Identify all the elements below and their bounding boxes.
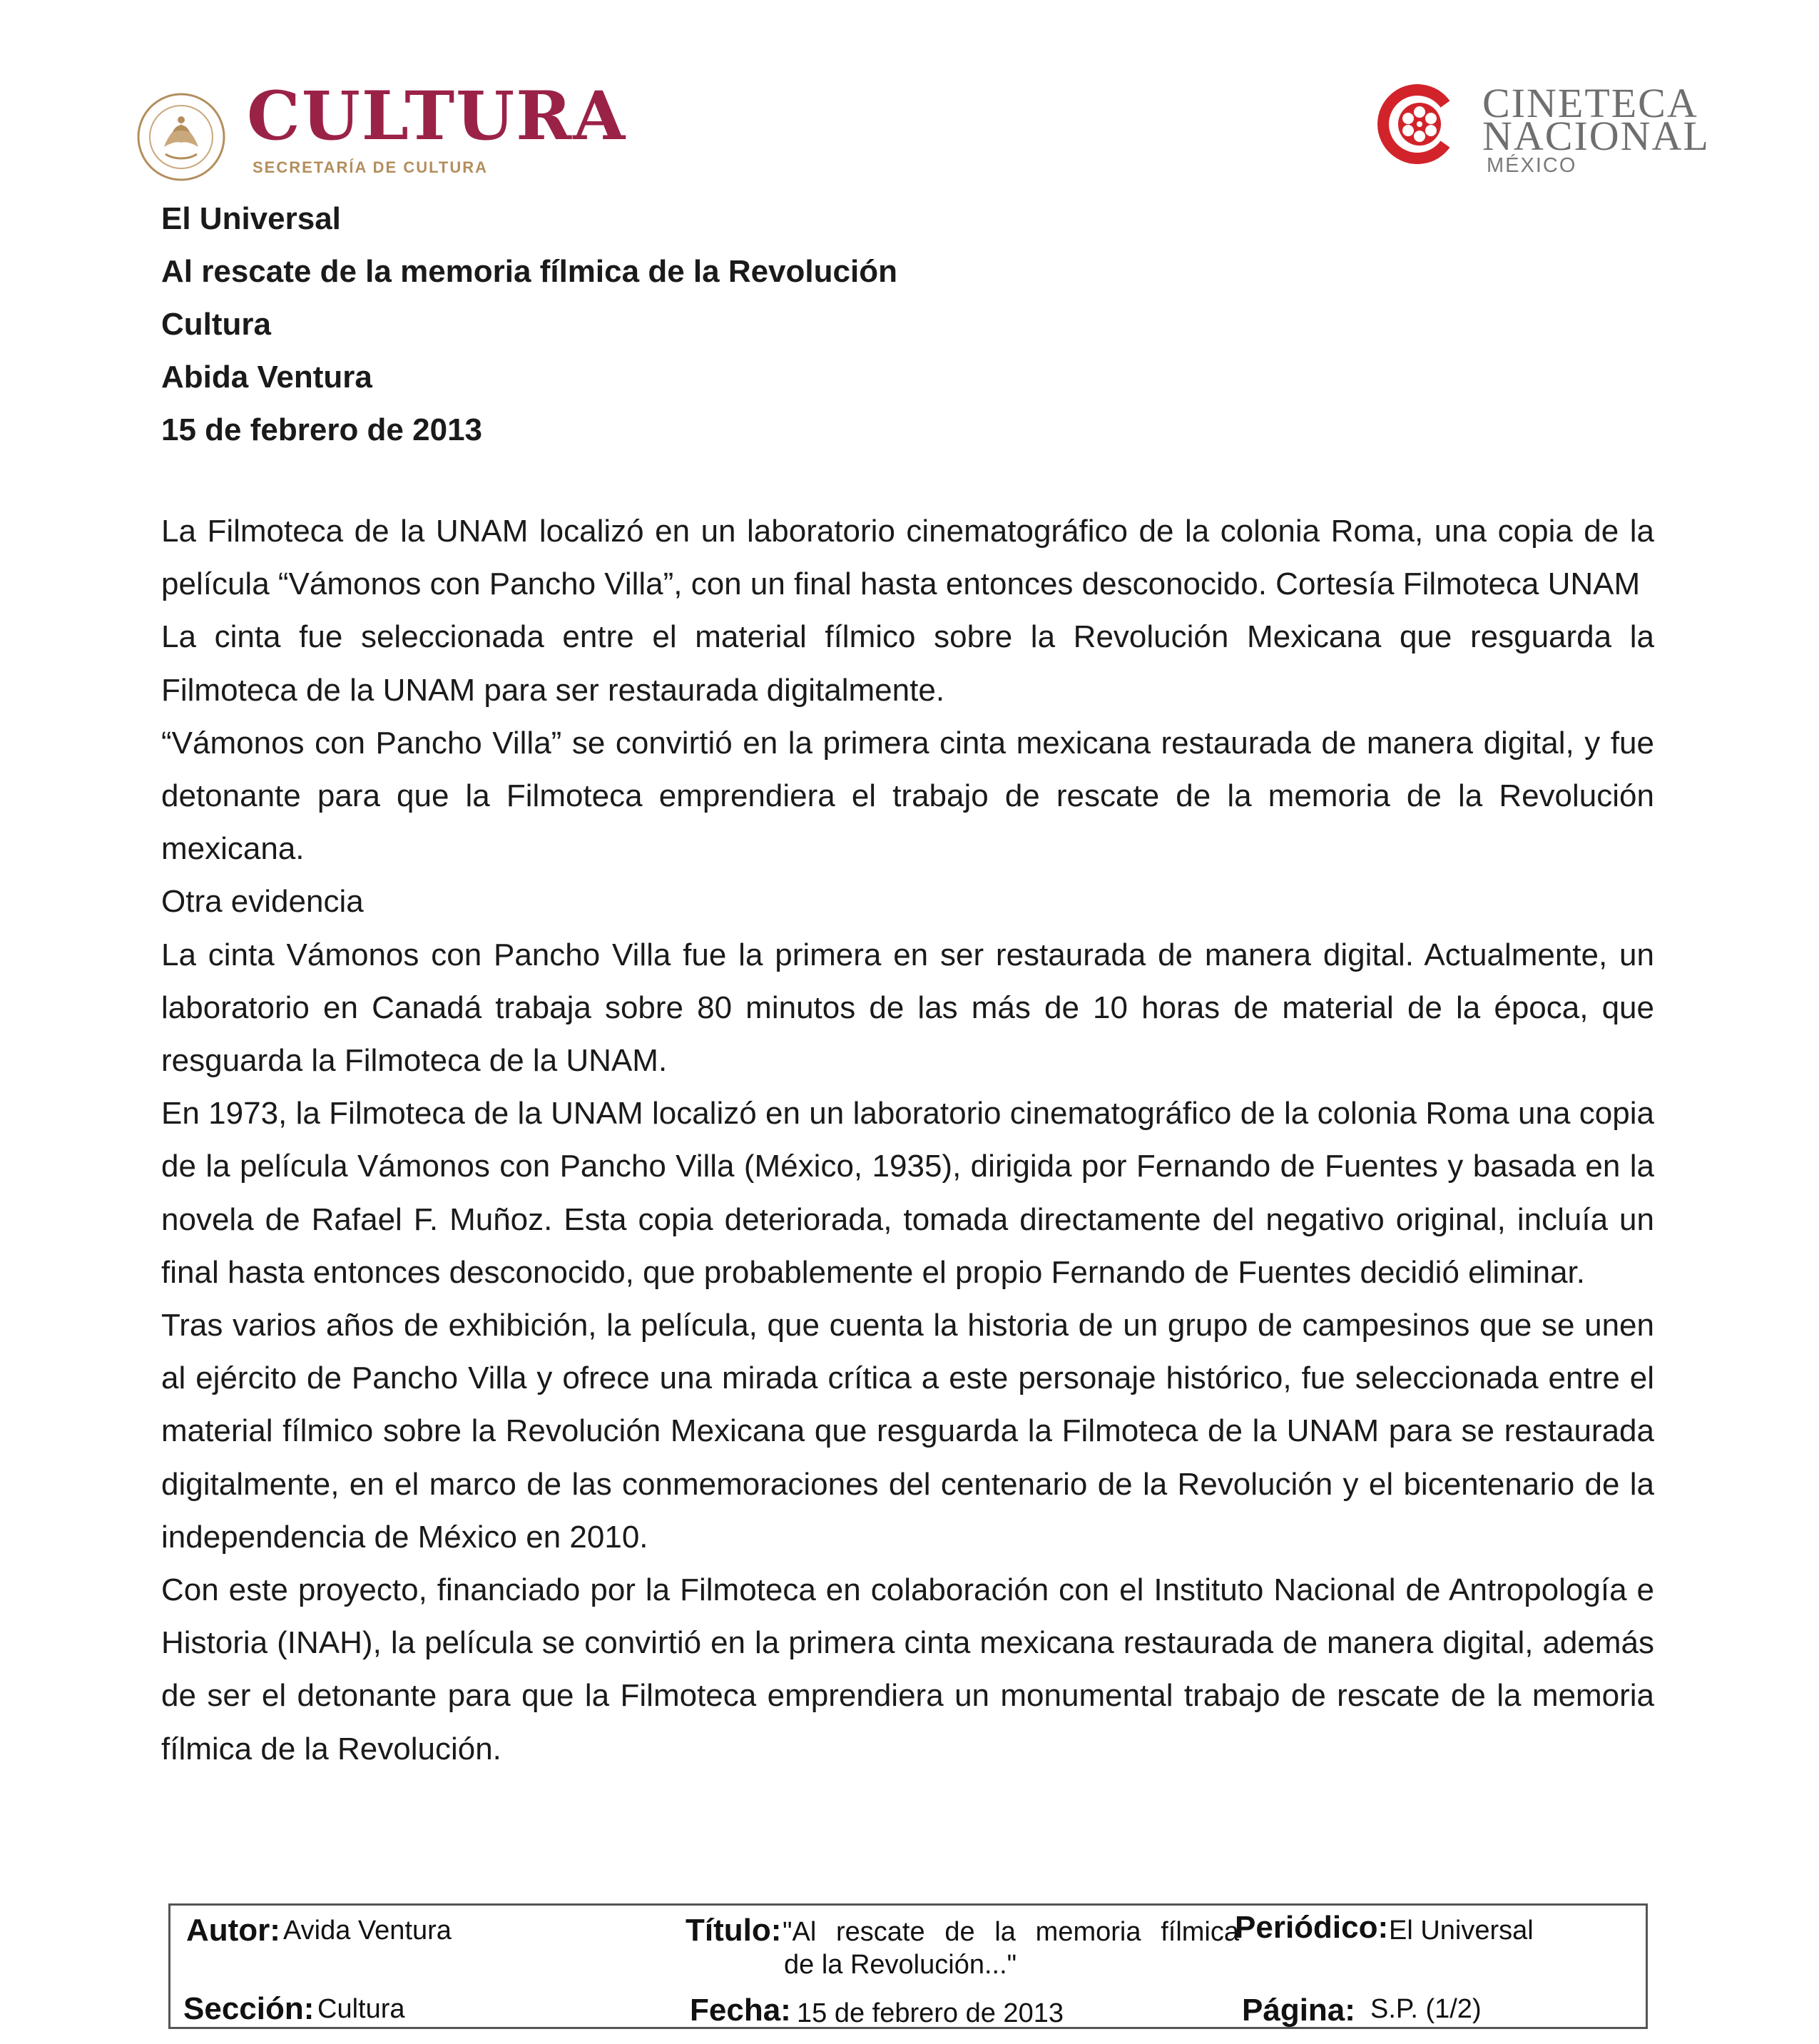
paragraph: En 1973, la Filmoteca de la UNAM localizó en un laboratorio cinematográfico de la colonia Roma una copia de la película Vámonos con Pancho Villa (México, 1935), dirigida por Fernando de Fuentes y basada en la novela de Rafael F. Muñoz. Esta copia deteriorada, tomada directamente del negativo original, incluía un final hasta entonces desconocido, que probablemente el propio Fernando de Fuentes decidió eliminar. <box>161 1096 1654 1290</box>
paragraph: La Filmoteca de la UNAM localizó en un laboratorio cinematográfico de la colonia Roma, una copia de la película “Vámonos con Pancho Villa”, con un final hasta entonces desconocido. Cortesía Filmoteca UNAM <box>161 514 1654 602</box>
author-value: Avida Ventura <box>283 1916 452 1946</box>
article-metadata <box>161 193 1231 457</box>
cineteca-logo <box>1377 80 1710 184</box>
paragraph: La cinta Vámonos con Pancho Villa fue la primera en ser restaurada de manera digital. Actualmente, un laboratorio en Canadá trabaja sobre 80 minutos de las más de 10 horas de material de la época, que resguarda la Filmoteca de la UNAM. <box>161 937 1654 1079</box>
article-section: Cultura <box>161 307 271 342</box>
cineteca-line-2: NACIONAL <box>1482 113 1710 159</box>
article-body <box>161 505 1654 1776</box>
section-value: Cultura <box>317 1994 405 2024</box>
newspaper-name: El Universal <box>161 201 341 236</box>
paragraph: Con este proyecto, financiado por la Filmoteca en colaboración con el Instituto Nacional de Antropología e Historia (INAH), la película se convirtió en la primera cinta mexicana restaurada de manera digital, además de ser el detonante para que la Filmoteca emprendiera un monumental trabajo de rescate de la memoria fílmica de la Revolución. <box>161 1572 1654 1766</box>
mexico-seal-icon <box>136 91 227 183</box>
date-value: 15 de febrero de 2013 <box>797 1998 1064 2028</box>
paragraph: “Vámonos con Pancho Villa” se convirtió en la primera cinta mexicana restaurada de manera digital, y fue detonante para que la Filmoteca emprendiera el trabajo de rescate de la memoria de la Revolución mexicana. <box>161 725 1654 867</box>
paragraph: Tras varios años de exhibición, la película, que cuenta la historia de un grupo de campesinos que se unen al ejército de Pancho Villa y ofrece una mirada crítica a este personaje histórico, fue seleccionada entre el material fílmico sobre la Revolución Mexicana que resguarda la Filmoteca de la UNAM para se restaurada digitalmente, en el marco de las conmemoraciones del centenario de la Revolución y el bicentenario de la independencia de México en 2010. <box>161 1308 1654 1555</box>
title-value-line-1: "Al rescate de la memoria fílmica <box>783 1917 1239 1947</box>
page-value: S.P. (1/2) <box>1370 1994 1482 2024</box>
author-label: Autor: <box>186 1913 280 1948</box>
article-author: Abida Ventura <box>161 360 372 395</box>
article-date: 15 de febrero de 2013 <box>161 412 483 447</box>
citation-box <box>168 1903 1648 2029</box>
cultura-logo-subtext: SECRETARÍA DE CULTURA <box>253 158 489 176</box>
article-headline: Al rescate de la memoria fílmica de la Revolución <box>161 254 897 289</box>
cineteca-logo-subtext: MÉXICO <box>1487 154 1577 177</box>
film-reel-icon <box>1377 84 1457 164</box>
title-label: Título: <box>686 1913 782 1948</box>
cultura-logo-text: CULTURA <box>247 77 627 156</box>
title-value <box>783 1916 1239 1981</box>
cultura-logo <box>136 77 627 184</box>
cineteca-logo-text <box>1482 80 1710 159</box>
newspaper-value: El Universal <box>1389 1916 1534 1946</box>
section-label: Sección: <box>183 1991 315 2026</box>
cineteca-line-1: CINETECA <box>1482 80 1698 126</box>
subheading: Otra evidencia <box>161 884 364 920</box>
page-label: Página: <box>1242 1993 1355 2028</box>
date-label: Fecha: <box>690 1993 791 2028</box>
title-value-line-2: de la Revolución..." <box>784 1950 1017 1980</box>
paragraph: La cinta fue seleccionada entre el material fílmico sobre la Revolución Mexicana que resguarda la Filmoteca de la UNAM para ser restaurada digitalmente. <box>161 619 1654 708</box>
newspaper-label: Periódico: <box>1235 1910 1389 1945</box>
